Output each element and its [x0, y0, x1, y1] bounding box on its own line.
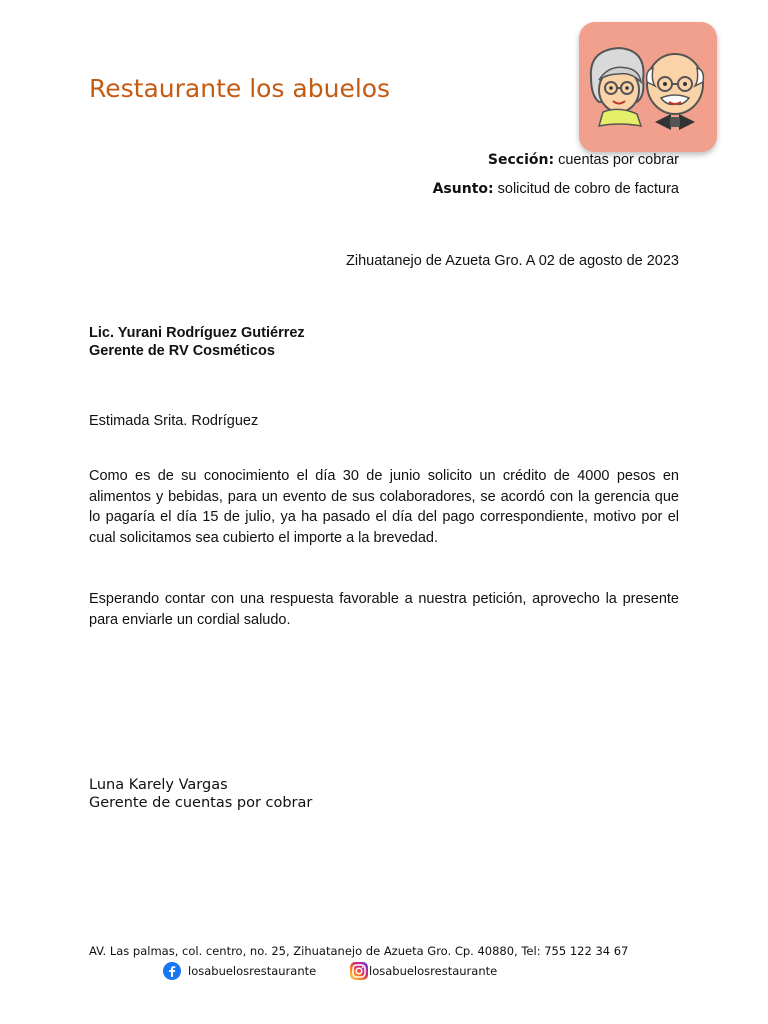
body-paragraph-2: Esperando contar con una respuesta favorable a nuestra petición, aprovecho la presente para enviarle un cordial saludo.: [89, 591, 679, 628]
facebook-icon: [163, 962, 188, 980]
signature-name: Luna Karely Vargas: [89, 777, 228, 793]
subject-line: [433, 181, 679, 197]
signature-title: Gerente de cuentas por cobrar: [89, 795, 313, 811]
instagram-link[interactable]: [350, 961, 497, 981]
recipient-block: [89, 324, 305, 360]
recipient-title: Gerente de RV Cosméticos: [89, 343, 275, 359]
recipient-name: Lic. Yurani Rodríguez Gutiérrez: [89, 325, 305, 341]
signature-block: [89, 776, 312, 812]
grandparents-logo-icon: [579, 22, 717, 152]
date-line: Zihuatanejo de Azueta Gro. A 02 de agosto de 2023: [346, 253, 679, 269]
greeting: Estimada Srita. Rodríguez: [89, 413, 259, 429]
facebook-handle: losabuelosrestaurante: [188, 964, 317, 978]
section-label: Sección:: [487, 152, 555, 168]
subject-value: solicitud de cobro de factura: [493, 181, 679, 197]
section-line: [488, 152, 679, 168]
instagram-handle: losabuelosrestaurante: [369, 964, 498, 978]
grandma-figure: [591, 48, 644, 126]
section-value: cuentas por cobrar: [554, 152, 679, 168]
footer-address: AV. Las palmas, col. centro, no. 25, Zihuatanejo de Azueta Gro. Cp. 40880, Tel: 755 122 34 67: [89, 944, 629, 958]
body-paragraph-1: Como es de su conocimiento el día 30 de junio solicito un crédito de 4000 pesos en alimentos y bebidas, para un evento de sus colaboradores, se acordó con la gerencia que lo pagaría el día 15 de julio, ya ha pasado el día del pago correspondiente, motivo por el cual solicitamos sea cubierto el importe a la brevedad.: [89, 468, 679, 546]
restaurant-name: Restaurante los abuelos: [89, 74, 391, 103]
instagram-icon: [350, 962, 369, 980]
subject-label: Asunto:: [432, 181, 494, 197]
facebook-link[interactable]: [163, 961, 316, 981]
grandpa-figure: [647, 54, 704, 130]
